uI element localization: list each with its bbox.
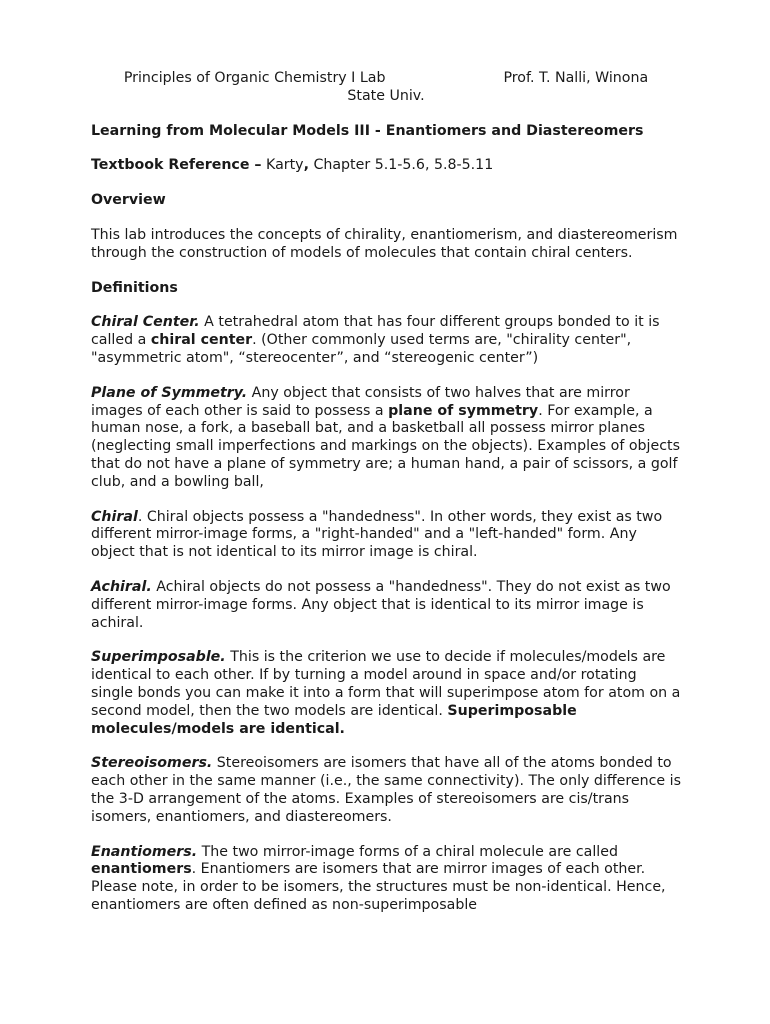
definition-superimposable bbox=[91, 649, 681, 738]
definition-enantiomers bbox=[91, 844, 681, 915]
term-enantiomers: Enantiomers. bbox=[91, 843, 198, 860]
definition-text: . For example, a human nose, a fork, a baseball bat, and a basketball all possess mirror planes (neglecting small imperfections and markings on the objects). Examples of objects that do not have a plane of symmetry are; a human hand, a pair of scissors, a golf club, and a bowling ball, bbox=[91, 402, 680, 490]
term-achiral: Achiral. bbox=[91, 578, 152, 595]
textbook-label: Textbook Reference – bbox=[91, 157, 262, 174]
term-plane-of-symmetry: Plane of Symmetry. bbox=[91, 384, 248, 401]
definition-plane-of-symmetry bbox=[91, 385, 681, 492]
definitions-heading: Definitions bbox=[91, 279, 178, 296]
textbook-chapters: Chapter 5.1-5.6, 5.8-5.11 bbox=[308, 157, 494, 174]
definition-text: The two mirror-image forms of a chiral molecule are called bbox=[197, 843, 618, 860]
definition-achiral bbox=[91, 579, 681, 632]
textbook-comma: , bbox=[303, 157, 309, 174]
overview-heading: Overview bbox=[91, 192, 166, 209]
document-title: Learning from Molecular Models III - Enantiomers and Diastereomers bbox=[91, 122, 644, 139]
definition-bold: Superimposable molecules/models are identical. bbox=[91, 702, 577, 737]
definition-chiral-center bbox=[91, 314, 681, 367]
term-chiral-center: Chiral Center. bbox=[91, 314, 200, 331]
overview-text: This lab introduces the concepts of chirality, enantiomerism, and diastereomerism through the construction of models of molecules that contain chiral centers. bbox=[91, 226, 678, 261]
page-header bbox=[91, 70, 681, 106]
definition-text: A tetrahedral atom that has four different groups bonded to it is called a bbox=[91, 314, 660, 349]
definition-text: . (Other commonly used terms are, "chirality center", "asymmetric atom", “stereocenter”, and “stereogenic center”) bbox=[91, 332, 632, 366]
textbook-author: Karty bbox=[266, 157, 304, 174]
term-chiral: Chiral bbox=[91, 508, 138, 525]
definition-text: This is the criterion we use to decide if molecules/models are identical to each other. If by turning a model around in space and/or rotating single bonds you can make it into a form that will superimpose atom for atom on a second model, then the two models are identical. bbox=[91, 649, 681, 719]
term-stereoisomers: Stereoisomers. bbox=[91, 755, 213, 772]
definition-text: Achiral objects do not possess a "handedness". They do not exist as two different mirror-image forms. Any object that is identical to its mirror image is achiral. bbox=[91, 578, 671, 631]
course-name: Principles of Organic Chemistry I Lab bbox=[123, 70, 386, 86]
definition-bold: enantiomers bbox=[91, 861, 192, 878]
definition-text: . Chiral objects possess a "handedness". In other words, they exist as two different mirror-image forms, a "right-handed" and a "left-handed" form. Any object that is not identical to its mirror image is chiral. bbox=[91, 508, 663, 561]
document-page bbox=[91, 70, 681, 915]
definition-chiral bbox=[91, 509, 681, 562]
definition-text: . Enantiomers are isomers that are mirror images of each other. Please note, in order to be isomers, the structures must be non-identical. Hence, enantiomers are often defined as non-superimposable bbox=[91, 861, 666, 913]
definition-text: Stereoisomers are isomers that have all of the atoms bonded to each other in the same manner (i.e., the same connectivity). The only difference is the 3-D arrangement of the atoms. Examples of stereoisomers are cis/trans isomers, enantiomers, and diastereomers. bbox=[91, 755, 681, 825]
textbook-reference bbox=[91, 157, 681, 175]
definition-bold: chiral center bbox=[150, 332, 253, 349]
definition-stereoisomers bbox=[91, 755, 681, 826]
term-superimposable: Superimposable. bbox=[91, 649, 226, 666]
instructor-name: Prof. T. Nalli, Winona bbox=[503, 70, 649, 86]
institution-name: State Univ. bbox=[347, 87, 425, 104]
definition-text: Any object that consists of two halves that are mirror images of each other is said to possess a bbox=[91, 384, 630, 419]
definition-bold: plane of symmetry bbox=[388, 402, 539, 419]
